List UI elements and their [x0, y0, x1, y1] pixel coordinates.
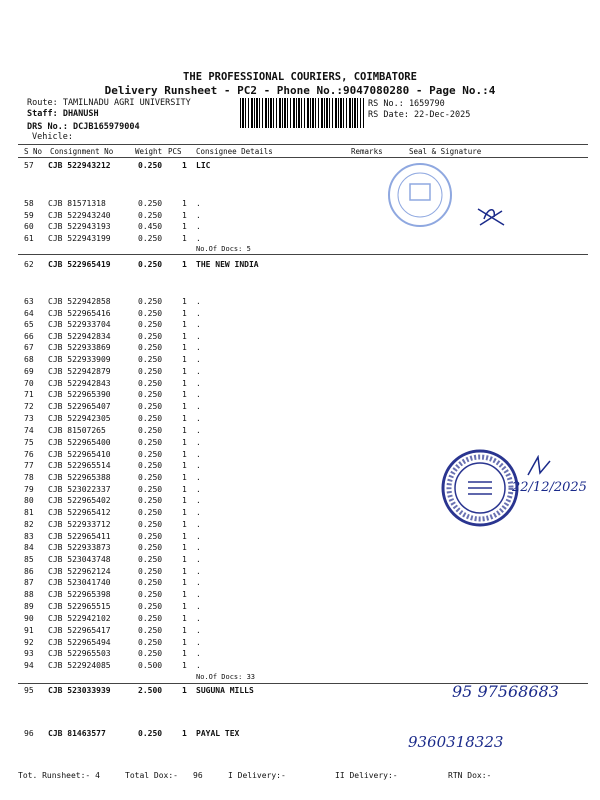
col-pcs: PCS — [168, 147, 182, 156]
row-weight: 0.250 — [138, 234, 163, 243]
row-pcs: 1 — [182, 438, 187, 447]
row-consignment: CJB 522942305 — [48, 414, 111, 423]
col-consignment: Consignment No — [50, 147, 114, 156]
row-sno: 81 — [24, 508, 34, 517]
row-consignee: . — [196, 626, 201, 635]
row-consignee: . — [196, 379, 201, 388]
row-pcs: 1 — [182, 461, 187, 470]
row-pcs: 1 — [182, 320, 187, 329]
row-consignee: . — [196, 414, 201, 423]
row-consignee: . — [196, 320, 201, 329]
row-consignee: SUGUNA MILLS — [196, 686, 254, 695]
rs-number: RS No.: 1659790 — [368, 99, 445, 109]
row-pcs: 1 — [182, 686, 187, 695]
col-remarks: Remarks — [351, 147, 383, 156]
col-seal: Seal & Signature — [409, 147, 482, 156]
row-consignment: CJB 522965398 — [48, 590, 111, 599]
row-sno: 78 — [24, 473, 34, 482]
row-sno: 79 — [24, 485, 34, 494]
staff-label: Staff: DHANUSH — [27, 109, 99, 119]
row-weight: 0.250 — [138, 414, 163, 423]
row-sno: 89 — [24, 602, 34, 611]
row-sno: 76 — [24, 450, 34, 459]
row-sno: 66 — [24, 332, 34, 341]
table-row — [0, 602, 600, 612]
row-sno: 85 — [24, 555, 34, 564]
row-consignment: CJB 522933704 — [48, 320, 111, 329]
row-consignment: CJB 522965388 — [48, 473, 111, 482]
row-sno: 58 — [24, 199, 34, 208]
row-consignee: . — [196, 532, 201, 541]
row-weight: 0.250 — [138, 638, 163, 647]
row-pcs: 1 — [182, 614, 187, 623]
row-pcs: 1 — [182, 379, 187, 388]
row-consignment: CJB 522933869 — [48, 343, 111, 352]
table-row — [0, 211, 600, 221]
row-consignee: . — [196, 567, 201, 576]
row-consignment: CJB 522965402 — [48, 496, 111, 505]
row-pcs: 1 — [182, 555, 187, 564]
row-consignee: . — [196, 638, 201, 647]
lic-stamp — [385, 160, 455, 230]
row-weight: 0.250 — [138, 649, 163, 658]
table-row — [0, 555, 600, 565]
row-consignee: . — [196, 367, 201, 376]
row-sno: 83 — [24, 532, 34, 541]
col-consignee: Consignee Details — [196, 147, 273, 156]
row-sno: 92 — [24, 638, 34, 647]
row-weight: 0.250 — [138, 199, 163, 208]
row-weight: 0.250 — [138, 461, 163, 470]
group-rule — [18, 254, 588, 255]
row-pcs: 1 — [182, 297, 187, 306]
row-sno: 84 — [24, 543, 34, 552]
row-sno: 96 — [24, 729, 34, 738]
row-consignee: . — [196, 602, 201, 611]
row-sno: 73 — [24, 414, 34, 423]
table-row — [0, 543, 600, 553]
row-consignment: CJB 522942879 — [48, 367, 111, 376]
row-weight: 0.450 — [138, 222, 163, 231]
row-pcs: 1 — [182, 578, 187, 587]
row-weight: 0.250 — [138, 496, 163, 505]
row-weight: 0.250 — [138, 543, 163, 552]
row-weight: 0.250 — [138, 211, 163, 220]
row-consignee: . — [196, 199, 201, 208]
table-row — [0, 343, 600, 353]
company-name: THE PROFESSIONAL COURIERS, COIMBATORE — [183, 71, 417, 83]
header-rule — [18, 144, 588, 145]
row-pcs: 1 — [182, 602, 187, 611]
row-consignee: . — [196, 520, 201, 529]
row-weight: 0.250 — [138, 614, 163, 623]
row-consignment: CJB 522965412 — [48, 508, 111, 517]
table-row — [0, 234, 600, 244]
row-consignment: CJB 522933712 — [48, 520, 111, 529]
row-consignee: . — [196, 485, 201, 494]
row-consignee: . — [196, 614, 201, 623]
row-pcs: 1 — [182, 649, 187, 658]
row-pcs: 1 — [182, 355, 187, 364]
row-weight: 0.250 — [138, 590, 163, 599]
row-pcs: 1 — [182, 234, 187, 243]
row-weight: 0.500 — [138, 661, 163, 670]
row-consignee: . — [196, 297, 201, 306]
row-weight: 0.250 — [138, 567, 163, 576]
row-sno: 74 — [24, 426, 34, 435]
row-weight: 0.250 — [138, 602, 163, 611]
table-row — [0, 297, 600, 307]
row-consignment: CJB 523041740 — [48, 578, 111, 587]
row-consignment: CJB 522962124 — [48, 567, 111, 576]
row-consignee: . — [196, 661, 201, 670]
footer-ii-delivery: II Delivery:- — [335, 771, 398, 780]
row-pcs: 1 — [182, 199, 187, 208]
row-pcs: 1 — [182, 211, 187, 220]
col-sno: S No — [24, 147, 43, 156]
row-pcs: 1 — [182, 473, 187, 482]
row-pcs: 1 — [182, 414, 187, 423]
rs-date: RS Date: 22-Dec-2025 — [368, 110, 471, 120]
row-consignment: CJB 522933909 — [48, 355, 111, 364]
row-consignee: LIC — [196, 161, 211, 170]
row-consignment: CJB 522965407 — [48, 402, 111, 411]
table-row — [0, 309, 600, 319]
row-consignment: CJB 522943193 — [48, 222, 111, 231]
table-row — [0, 567, 600, 577]
row-consignment: CJB 523022337 — [48, 485, 111, 494]
row-pcs: 1 — [182, 508, 187, 517]
table-row — [0, 649, 600, 659]
row-pcs: 1 — [182, 661, 187, 670]
row-sno: 88 — [24, 590, 34, 599]
row-consignee: . — [196, 578, 201, 587]
row-weight: 0.250 — [138, 320, 163, 329]
row-consignee: . — [196, 543, 201, 552]
row-consignment: CJB 522924085 — [48, 661, 111, 670]
table-row — [0, 367, 600, 377]
row-consignment: CJB 522965400 — [48, 438, 111, 447]
footer-total-dox-value: 96 — [193, 771, 203, 780]
doc-count: No.Of Docs: 33 — [196, 673, 256, 681]
row-consignment: CJB 81571318 — [48, 199, 106, 208]
row-pcs: 1 — [182, 532, 187, 541]
row-consignment: CJB 522943212 — [48, 161, 111, 170]
new-india-stamp — [440, 448, 520, 528]
row-consignee: PAYAL TEX — [196, 729, 240, 738]
row-consignment: CJB 522942102 — [48, 614, 111, 623]
table-row — [0, 661, 600, 671]
header-rule-bottom — [18, 157, 588, 158]
row-weight: 0.250 — [138, 355, 163, 364]
row-weight: 0.250 — [138, 260, 163, 269]
row-pcs: 1 — [182, 496, 187, 505]
row-consignee: . — [196, 402, 201, 411]
table-row — [0, 638, 600, 648]
signature-mark — [474, 205, 510, 229]
row-weight: 0.250 — [138, 161, 163, 170]
row-pcs: 1 — [182, 161, 187, 170]
footer-i-delivery: I Delivery:- — [228, 771, 286, 780]
row-consignee: THE NEW INDIA — [196, 260, 259, 269]
footer-total-dox-label: Total Dox:- — [125, 771, 178, 780]
row-sno: 95 — [24, 686, 34, 695]
row-consignment: CJB 523033939 — [48, 686, 111, 695]
row-sno: 69 — [24, 367, 34, 376]
row-sno: 67 — [24, 343, 34, 352]
handwritten-phone: 95 97568683 — [452, 682, 559, 701]
table-row — [0, 590, 600, 600]
row-sno: 64 — [24, 309, 34, 318]
table-row — [0, 426, 600, 436]
row-consignee: . — [196, 309, 201, 318]
row-consignee: . — [196, 222, 201, 231]
table-row — [0, 199, 600, 209]
row-consignee: . — [196, 649, 201, 658]
row-weight: 0.250 — [138, 390, 163, 399]
table-row — [0, 438, 600, 448]
row-weight: 0.250 — [138, 367, 163, 376]
row-consignee: . — [196, 555, 201, 564]
table-row — [0, 390, 600, 400]
row-pcs: 1 — [182, 426, 187, 435]
row-pcs: 1 — [182, 485, 187, 494]
row-weight: 0.250 — [138, 379, 163, 388]
row-consignment: CJB 522965390 — [48, 390, 111, 399]
row-consignment: CJB 522965410 — [48, 450, 111, 459]
row-weight: 0.250 — [138, 473, 163, 482]
row-weight: 0.250 — [138, 520, 163, 529]
row-consignment: CJB 523043748 — [48, 555, 111, 564]
row-sno: 57 — [24, 161, 34, 170]
footer-rtn-dox: RTN Dox:- — [448, 771, 492, 780]
table-row — [0, 414, 600, 424]
row-pcs: 1 — [182, 567, 187, 576]
row-sno: 72 — [24, 402, 34, 411]
barcode — [240, 98, 364, 128]
row-pcs: 1 — [182, 729, 187, 738]
row-consignee: . — [196, 438, 201, 447]
row-consignment: CJB 522942858 — [48, 297, 111, 306]
table-row — [0, 614, 600, 624]
signature-mark — [524, 455, 554, 479]
row-consignment: CJB 522965417 — [48, 626, 111, 635]
table-row — [0, 626, 600, 636]
row-pcs: 1 — [182, 520, 187, 529]
row-consignment: CJB 522943199 — [48, 234, 111, 243]
row-sno: 59 — [24, 211, 34, 220]
row-pcs: 1 — [182, 590, 187, 599]
row-sno: 75 — [24, 438, 34, 447]
row-sno: 87 — [24, 578, 34, 587]
row-sno: 94 — [24, 661, 34, 670]
handwritten-date: 22/12/2025 — [512, 480, 587, 495]
row-sno: 90 — [24, 614, 34, 623]
row-consignment: CJB 522965411 — [48, 532, 111, 541]
row-consignee: . — [196, 234, 201, 243]
footer-tot-runsheet: Tot. Runsheet:- 4 — [18, 771, 100, 780]
row-consignee: . — [196, 590, 201, 599]
row-consignee: . — [196, 508, 201, 517]
drs-number: DRS No.: DCJB165979004 — [27, 122, 140, 132]
row-consignment: CJB 81507265 — [48, 426, 106, 435]
row-weight: 0.250 — [138, 450, 163, 459]
row-consignment: CJB 522965494 — [48, 638, 111, 647]
row-consignee: . — [196, 332, 201, 341]
row-consignee: . — [196, 355, 201, 364]
row-consignment: CJB 522933873 — [48, 543, 111, 552]
row-consignee: . — [196, 496, 201, 505]
row-consignee: . — [196, 461, 201, 470]
row-consignment: CJB 522942843 — [48, 379, 111, 388]
row-consignee: . — [196, 450, 201, 459]
row-pcs: 1 — [182, 367, 187, 376]
table-row — [0, 320, 600, 330]
row-weight: 0.250 — [138, 402, 163, 411]
row-weight: 0.250 — [138, 508, 163, 517]
row-consignment: CJB 522965515 — [48, 602, 111, 611]
row-weight: 0.250 — [138, 555, 163, 564]
table-row — [0, 222, 600, 232]
row-weight: 0.250 — [138, 343, 163, 352]
row-weight: 0.250 — [138, 578, 163, 587]
row-pcs: 1 — [182, 450, 187, 459]
runsheet-subtitle: Delivery Runsheet - PC2 - Phone No.:9047080280 - Page No.:4 — [104, 84, 496, 97]
row-weight: 0.250 — [138, 297, 163, 306]
row-sno: 70 — [24, 379, 34, 388]
row-pcs: 1 — [182, 332, 187, 341]
row-consignment: CJB 522943240 — [48, 211, 111, 220]
row-consignment: CJB 522942834 — [48, 332, 111, 341]
row-sno: 93 — [24, 649, 34, 658]
row-sno: 62 — [24, 260, 34, 269]
table-row — [0, 729, 600, 739]
row-sno: 65 — [24, 320, 34, 329]
col-weight: Weight — [135, 147, 163, 156]
row-pcs: 1 — [182, 390, 187, 399]
table-row — [0, 161, 600, 171]
row-sno: 91 — [24, 626, 34, 635]
row-pcs: 1 — [182, 626, 187, 635]
vehicle-label: Vehicle: — [32, 132, 73, 142]
row-sno: 68 — [24, 355, 34, 364]
row-consignee: . — [196, 426, 201, 435]
row-sno: 60 — [24, 222, 34, 231]
table-row — [0, 379, 600, 389]
row-pcs: 1 — [182, 638, 187, 647]
doc-count: No.Of Docs: 5 — [196, 245, 251, 253]
row-consignment: CJB 522965514 — [48, 461, 111, 470]
row-weight: 0.250 — [138, 532, 163, 541]
row-sno: 82 — [24, 520, 34, 529]
row-consignee: . — [196, 473, 201, 482]
handwritten-phone: 9360318323 — [408, 733, 504, 751]
row-pcs: 1 — [182, 309, 187, 318]
table-row — [0, 332, 600, 342]
row-weight: 0.250 — [138, 626, 163, 635]
row-weight: 0.250 — [138, 485, 163, 494]
row-weight: 0.250 — [138, 426, 163, 435]
row-consignment: CJB 522965416 — [48, 309, 111, 318]
row-weight: 0.250 — [138, 309, 163, 318]
row-weight: 0.250 — [138, 729, 163, 738]
route-label: Route: TAMILNADU AGRI UNIVERSITY — [27, 98, 191, 108]
row-pcs: 1 — [182, 260, 187, 269]
row-sno: 86 — [24, 567, 34, 576]
row-pcs: 1 — [182, 343, 187, 352]
row-sno: 63 — [24, 297, 34, 306]
row-sno: 61 — [24, 234, 34, 243]
table-row — [0, 260, 600, 270]
table-row — [0, 355, 600, 365]
row-consignee: . — [196, 390, 201, 399]
row-pcs: 1 — [182, 402, 187, 411]
row-consignment: CJB 522965503 — [48, 649, 111, 658]
table-row — [0, 532, 600, 542]
row-sno: 80 — [24, 496, 34, 505]
row-weight: 2.500 — [138, 686, 163, 695]
row-pcs: 1 — [182, 222, 187, 231]
row-consignment: CJB 522965419 — [48, 260, 111, 269]
row-sno: 77 — [24, 461, 34, 470]
row-consignee: . — [196, 211, 201, 220]
table-row — [0, 578, 600, 588]
table-row — [0, 402, 600, 412]
row-consignee: . — [196, 343, 201, 352]
row-consignment: CJB 81463577 — [48, 729, 106, 738]
row-weight: 0.250 — [138, 332, 163, 341]
row-pcs: 1 — [182, 543, 187, 552]
row-sno: 71 — [24, 390, 34, 399]
row-weight: 0.250 — [138, 438, 163, 447]
